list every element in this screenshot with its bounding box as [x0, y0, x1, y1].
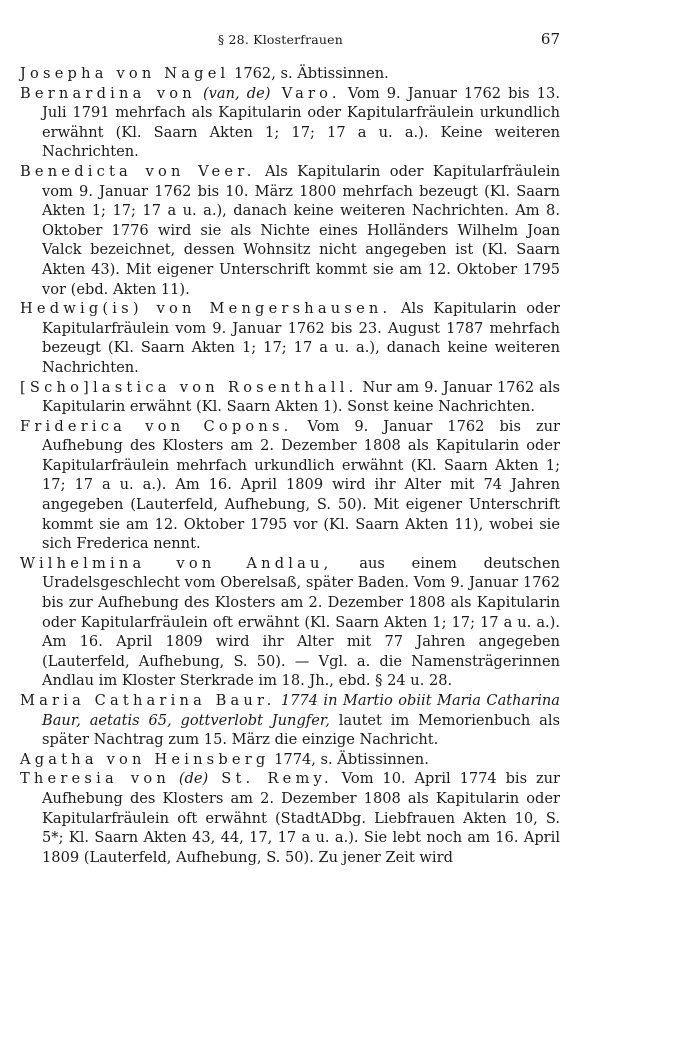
- entry-theresia-von-st-remy: [20, 769, 560, 867]
- entry-text: Vom 9. Januar 1762 bis zur Aufhebung des Klosters am 2. Dezember 1808 als Kapitularin oder Kapitularfräulein mehrfach urkundlich erwähnt (Kl. Saarn Akten 1; 17; 17 a u. a.). Am 16. April 1809 wird ihr Alter mit 74 Jahren angegeben (Lauterfeld, Aufhebung, S. 50). Mit eigener Unterschrift kommt sie am 12. Oktober 1795 vor (Kl. Saarn Akten 11), wobei sie sich Frederica nennt.: [42, 417, 561, 553]
- entry-text: Vom 10. April 1774 bis zur Aufhebung des Klosters am 2. Dezember 1808 als Kapitularin oder Kapitularfräulein oft erwähnt (StadtADbg. Liebfrauen Akten 10, S. 5*; Kl. Saarn Akten 43, 44, 17, 17 a u. a.). Sie lebt noch am 16. April 1809 (Lauterfeld, Aufhebung, S. 50). Zu jener Zeit wird: [42, 770, 561, 866]
- entry-maria-catharina-baur: [20, 691, 560, 750]
- entry-name: [Scho]lastica von Rosenthall.: [20, 378, 358, 396]
- entry-text: aus einem deutschen Uradelsgeschlecht vom Oberelsaß, später Baden. Vom 9. Januar 1762 bis zur Aufhebung des Klosters am 2. Dezember 1808 als Kapitularin oder Kapitularfräulein oft erwähnt (Kl. Saarn Akten 1; 17; 17 a u. a.). Am 16. April 1809 wird ihr Alter mit 77 Jahren angegeben (Lauterfeld, Aufhebung, S. 50). — Vgl. a. die Namensträgerinnen Andlau im Kloster Sterkrade im 18. Jh., ebd. § 24 u. 28.: [42, 554, 560, 690]
- page-header: [20, 30, 560, 48]
- entry-text: Als Kapitularin oder Kapitularfräulein vom 9. Januar 1762 bis 23. August 1787 mehrfach bezeugt (Kl. Saarn Akten 1; 17; 17 a u. a.), danach keine weiteren Nachrichten.: [42, 300, 561, 376]
- entry-text: Nur am 9. Januar 1762 als Kapitularin erwähnt (Kl. Saarn Akten 1). Sonst keine Nachrichten.: [42, 378, 560, 416]
- page-number: 67: [540, 30, 560, 48]
- entry-name: Bernardina von: [20, 84, 196, 102]
- entry-name: Benedicta von Veer.: [20, 162, 256, 180]
- entry-name-variant: (van, de): [195, 84, 271, 102]
- entry-bernardina-von-varo: [20, 84, 560, 162]
- entry-text: Als Kapitularin oder Kapitularfräulein vom 9. Januar 1762 bis 10. März 1800 mehrfach bezeugt (Kl. Saarn Akten 1; 17; 17 a u. a.), danach keine weiteren Nachrichten. Am 8. Oktober 1776 wird sie als Nichte eines Holländers Wilhelm Joan Valck bezeichnet, dessen Wohnsitz nicht angegeben ist (Kl. Saarn Akten 43). Mit eigener Unterschrift kommt sie am 12. Oktober 1795 vor (ebd. Akten 11).: [42, 162, 560, 298]
- entry-name-suffix: Varo.: [270, 84, 341, 102]
- entry-name: Theresia von: [20, 770, 170, 788]
- entry-wilhelmina-von-andlau: [20, 554, 560, 691]
- entry-name-suffix: St. Remy.: [208, 770, 333, 788]
- entry-name: Hedwig(is) von Mengershausen.: [20, 300, 392, 318]
- entry-text: 1774, s. Äbtissinnen.: [269, 750, 429, 768]
- entry-hedwig-von-mengershausen: [20, 299, 560, 377]
- entry-josepha-von-nagel: [20, 64, 560, 84]
- entry-benedicta-von-veer: [20, 162, 560, 299]
- entry-latin-quote: 1774 in Martio obiit Maria Catharina Baur, aetatis 65, gottverlobt Jungfer,: [42, 692, 560, 729]
- entry-scholastica-von-rosenthall: [20, 378, 560, 417]
- entry-text: lautet im Memorienbuch als später Nachtrag zum 15. März die einzige Nachricht.: [42, 711, 560, 749]
- entry-agatha-von-heinsberg: [20, 750, 560, 770]
- entry-name: Josepha von Nagel: [20, 65, 230, 82]
- entry-name: Wilhelmina von Andlau,: [20, 554, 333, 572]
- entry-text: Vom 9. Januar 1762 bis 13. Juli 1791 mehrfach als Kapitularin oder Kapitularfräulein urkundlich erwähnt (Kl. Saarn Akten 1; 17; 17 a u. a.). Keine weiteren Nachrichten.: [42, 84, 560, 161]
- entry-name: Friderica von Copons.: [20, 417, 293, 435]
- entry-friderica-von-copons: [20, 417, 560, 554]
- entry-name: Agatha von Heinsberg: [20, 750, 270, 768]
- running-head: § 28. Klosterfrauen: [217, 32, 343, 47]
- body-text: [20, 64, 560, 867]
- entry-text: 1762, s. Äbtissinnen.: [229, 65, 389, 82]
- entry-name-variant: (de): [169, 770, 209, 788]
- entry-name: Maria Catharina Baur.: [20, 692, 276, 709]
